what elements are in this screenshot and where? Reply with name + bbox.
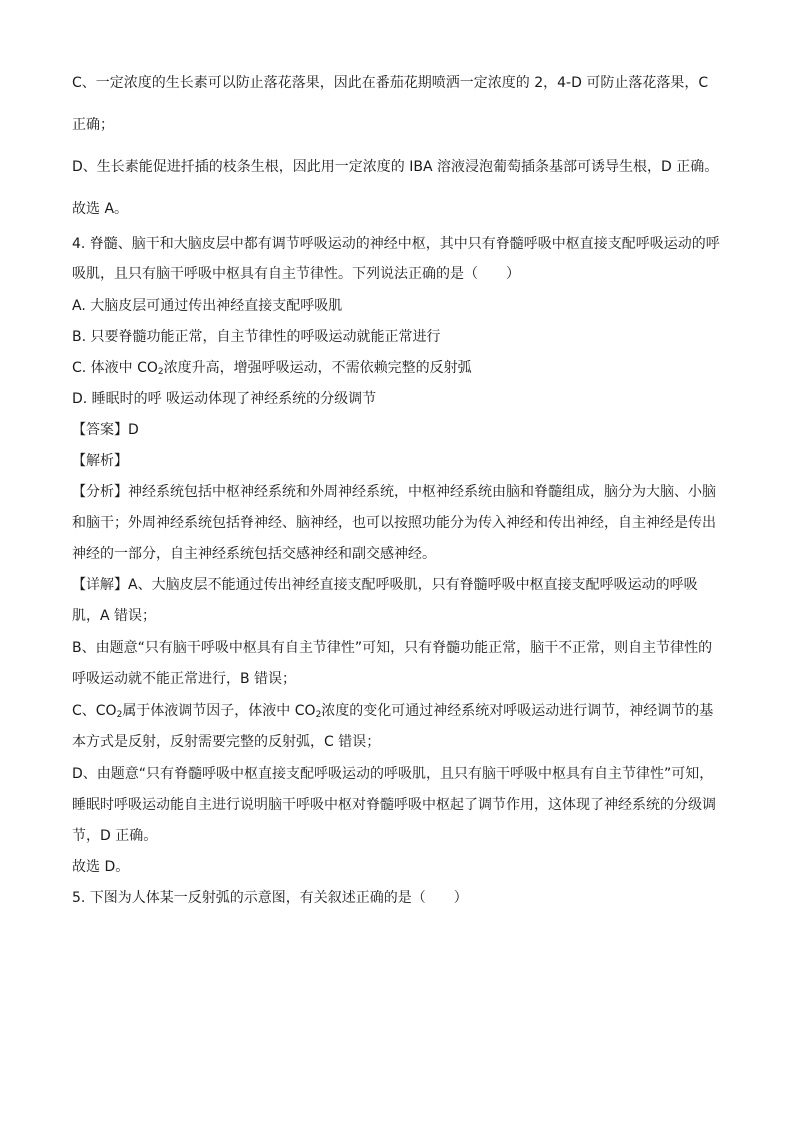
q4-answer-tag: 【答案】D <box>72 422 139 438</box>
prev-option-c-line2: 正确； <box>72 117 114 133</box>
prev-option-c-line1: C、一定浓度的生长素可以防止落花落果，因此在番茄花期喷洒一定浓度的 2，4-D 可防止落花落果，C <box>72 75 709 91</box>
q4-b-line1: B、由题意“只有脑干呼吸中枢具有自主节律性”可知，只有脊髓功能正常，脑干不正常，则自主节律性的 <box>72 640 713 656</box>
q4-option-c <box>72 358 472 378</box>
q4-conclusion: 故选 D。 <box>72 859 130 875</box>
q4-c-line1-pre: C、CO <box>72 703 117 719</box>
q4-c-line1 <box>72 701 713 721</box>
q4-c-line1-mid: 属于体液调节因子，体液中 CO <box>122 703 316 719</box>
prev-option-d-line: D、生长素能促进扦插的枝条生根，因此用一定浓度的 IBA 溶液浸泡葡萄插条基部可诱导生根，D 正确。 <box>72 159 719 175</box>
q4-fenxi-line2: 和脑干；外周神经系统包括脊神经、脑神经，也可以按照功能分为传入神经和传出神经，自主神经是传出 <box>72 515 716 531</box>
q4-c-line1-post: 浓度的变化可通过神经系统对呼吸运动进行调节，神经调节的基 <box>321 703 714 719</box>
q4-xiangjie-line2: 肌，A 错误； <box>72 608 157 624</box>
q4-d-line1: D、由题意“只有脊髓呼吸中枢直接支配呼吸运动的呼吸肌，且只有脑干呼吸中枢具有自主节律性”可知， <box>72 766 714 782</box>
q4-option-a: A. 大脑皮层可通过传出神经直接支配呼吸肌 <box>72 298 343 314</box>
q4-xiangjie-line1: 【详解】A、大脑皮层不能通过传出神经直接支配呼吸肌，只有脊髓呼吸中枢直接支配呼吸运动的呼吸 <box>72 577 698 593</box>
q4-c-line1-sub1: 2 <box>116 710 123 720</box>
q4-d-line3: 节，D 正确。 <box>72 828 158 844</box>
prev-conclusion: 故选 A。 <box>72 201 129 217</box>
q4-option-c-post: 浓度升高，增强呼吸运动，不需依赖完整的反射弧 <box>163 360 472 376</box>
q4-option-d: D. 睡眠时的呼 吸运动体现了神经系统的分级调节 <box>72 391 377 407</box>
q4-c-line1-sub2: 2 <box>315 710 322 720</box>
q4-d-line2: 睡眠时呼吸运动能自主进行说明脑干呼吸中枢对脊髓呼吸中枢起了调节作用，这体现了神经系统的分级调 <box>72 797 716 813</box>
q4-analysis-tag: 【解析】 <box>72 453 128 469</box>
q4-stem-line2: 吸肌，且只有脑干呼吸中枢具有自主节律性。下列说法正确的是（ ） <box>72 266 520 282</box>
q4-fenxi-line1: 【分析】神经系统包括中枢神经系统和外周神经系统，中枢神经系统由脑和脊髓组成，脑分为大脑、小脑 <box>72 484 716 500</box>
q4-c-line2: 本方式是反射，反射需要完整的反射弧，C 错误； <box>72 734 381 750</box>
q4-option-c-pre: C. 体液中 CO <box>72 360 158 376</box>
q4-option-b: B. 只要脊髓功能正常，自主节律性的呼吸运动就能正常进行 <box>72 329 441 345</box>
q4-option-c-sub: 2 <box>157 367 164 377</box>
q4-fenxi-line3: 神经的一部分，自主神经系统包括交感神经和副交感神经。 <box>72 546 436 562</box>
q5-stem: 5. 下图为人体某一反射弧的示意图，有关叙述正确的是（ ） <box>72 890 468 906</box>
q4-stem-line1: 4. 脊髓、脑干和大脑皮层中都有调节呼吸运动的神经中枢，其中只有脊髓呼吸中枢直接支配呼吸运动的呼 <box>72 236 720 252</box>
q4-b-line2: 呼吸运动就不能正常进行，B 错误； <box>72 671 297 687</box>
